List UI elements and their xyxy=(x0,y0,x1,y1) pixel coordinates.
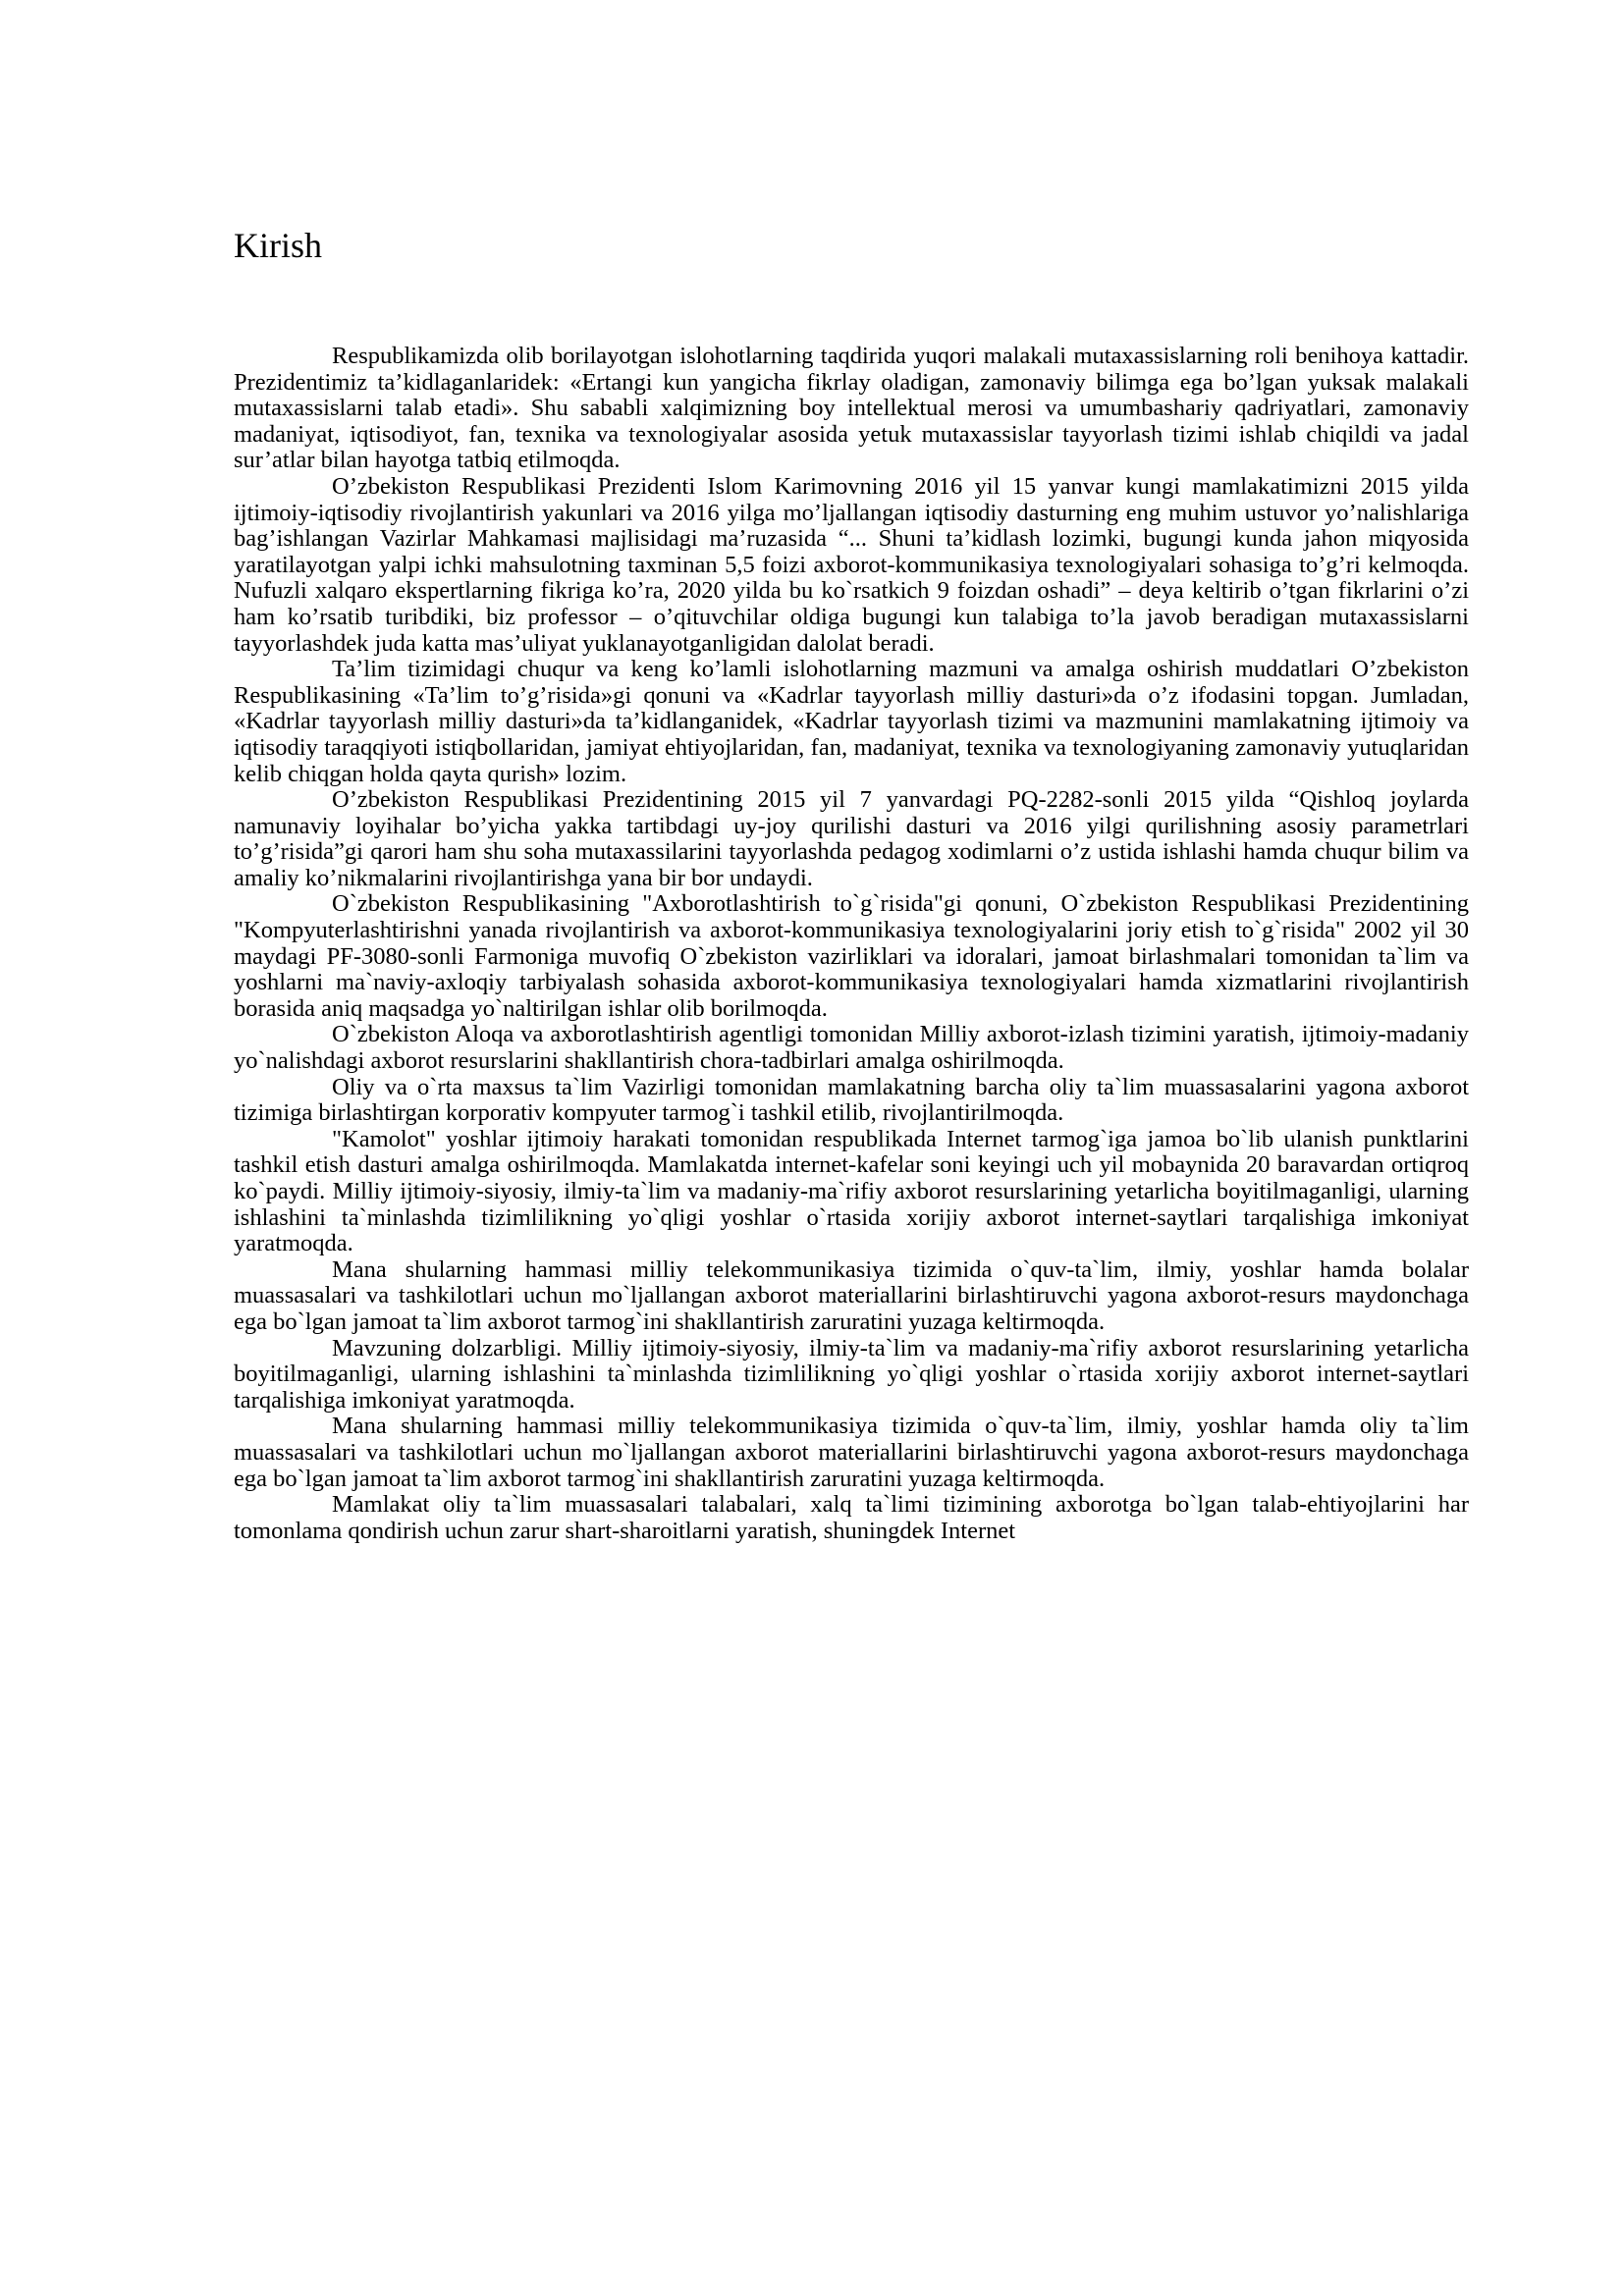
paragraph: Ta’lim tizimidagi chuqur va keng ko’lamli islohotlarning mazmuni va amalga oshirish muddatlari O’zbekiston Respublikasining «Ta’lim to’g’risida»gi qonuni va «Kadrlar tayyorlash milliy dasturi»da o’z ifodasini topgan. Jumladan, «Kadrlar tayyorlash milliy dasturi»da ta’kidlanganidek, «Kadrlar tayyorlash tizimi va mazmunini mamlakatning ijtimoiy va iqtisodiy taraqqiyoti istiqbollaridan, jamiyat ehtiyojlaridan, fan, madaniyat, texnika va texnologiyaning zamonaviy yutuqlaridan kelib chiqgan holda qayta qurish» lozim. xyxy=(234,656,1469,787)
section-heading: Kirish xyxy=(234,226,322,265)
paragraph: Mamlakat oliy ta`lim muassasalari talabalari, xalq ta`limi tizimining axborotga bo`lgan talab-ehtiyojlarini har tomonlama qondirish uchun zarur shart-sharoitlarni yaratish, shuningdek Internet xyxy=(234,1491,1469,1544)
paragraph: Mana shularning hammasi milliy telekommunikasiya tizimida o`quv-ta`lim, ilmiy, yoshlar hamda oliy ta`lim muassasalari va tashkilotlari uchun mo`ljallangan axborot materiallarini birlashtiruvchi yagona axborot-resurs maydonchaga ega bo`lgan jamoat ta`lim axborot tarmog`ini shakllantirish zaruratini yuzaga keltirmoqda. xyxy=(234,1413,1469,1492)
paragraph: O’zbekiston Respublikasi Prezidenti Islom Karimovning 2016 yil 15 yanvar kungi mamlakatimizni 2015 yilda ijtimoiy-iqtisodiy rivojlantirish yakunlari va 2016 yilga mo’ljallangan iqtisodiy dasturning eng muhim ustuvor yo’nalishlariga bag’ishlangan Vazirlar Mahkamasi majlisidagi ma’ruzasida “... Shuni ta’kidlash lozimki, bugungi kunda jahon miqyosida yaratilayotgan yalpi ichki mahsulotning taxminan 5,5 foizi axborot-kommunikasiya texnologiyalari sohasiga to’g’ri kelmoqda. Nufuzli xalqaro ekspertlarning fikriga ko’ra, 2020 yilda bu ko`rsatkich 9 foizdan oshadi” – deya keltirib o’tgan fikrlarini o’zi ham ko’rsatib turibdiki, biz professor – o’qituvchilar oldiga bugungi kun talabiga to’la javob beradigan mutaxassislarni tayyorlashdek juda katta mas’uliyat yuklanayotganligidan dalolat beradi. xyxy=(234,472,1469,657)
paragraph: Oliy va o`rta maxsus ta`lim Vazirligi tomonidan mamlakatning barcha oliy ta`lim muassasalarini yagona axborot tizimiga birlashtirgan korporativ kompyuter tarmog`i tashkil etilib, rivojlantirilmoqda. xyxy=(234,1073,1469,1127)
paragraph: O`zbekiston Aloqa va axborotlashtirish agentligi tomonidan Milliy axborot-izlash tizimini yaratish, ijtimoiy-madaniy yo`nalishdagi axborot resurslarini shakllantirish chora-tadbirlari amalga oshirilmoqda. xyxy=(234,1021,1469,1075)
paragraph: Mavzuning dolzarbligi. Milliy ijtimoiy-siyosiy, ilmiy-ta`lim va madaniy-ma`rifiy axborot resurslarining yetarlicha boyitilmaganligi, ularning ishlashini ta`minlashda tizimlilikning yo`qligi yoshlar o`rtasida xorijiy axborot internet-saytlari tarqalishiga imkoniyat yaratmoqda. xyxy=(234,1334,1469,1414)
paragraph: "Kamolot" yoshlar ijtimoiy harakati tomonidan respublikada Internet tarmog`iga jamoa bo`lib ulanish punktlarini tashkil etish dasturi amalga oshirilmoqda. Mamlakatda internet-kafelar soni keyingi uch yil mobaynida 20 baravardan ortiqroq ko`paydi. Milliy ijtimoiy-siyosiy, ilmiy-ta`lim va madaniy-ma`rifiy axborot resurslarining yetarlicha boyitilmaganligi, ularning ishlashini ta`minlashda tizimlilikning yo`qligi yoshlar o`rtasida xorijiy axborot internet-saytlari tarqalishiga imkoniyat yaratmoqda. xyxy=(234,1125,1469,1257)
paragraph: O`zbekiston Respublikasining "Axborotlashtirish to`g`risida"gi qonuni, O`zbekiston Respublikasi Prezidentining "Kompyuterlashtirishni yanada rivojlantirish va axborot-kommunikasiya texnologiyalarini joriy etish to`g`risida" 2002 yil 30 maydagi PF-3080-sonli Farmoniga muvofiq O`zbekiston vazirliklari va idoralari, jamoat birlashmalari tomonidan ta`lim va yoshlarni ma`naviy-axloqiy tarbiyalash sohasida axborot-kommunikasiya texnologiyalari hamda xizmatlarini rivojlantirish borasida aniq maqsadga yo`naltirilgan ishlar olib borilmoqda. xyxy=(234,890,1469,1022)
paragraph: O’zbekiston Respublikasi Prezidentining 2015 yil 7 yanvardagi PQ-2282-sonli 2015 yilda “Qishloq joylarda namunaviy loyihalar bo’yicha yakka tartibdagi uy-joy qurilishi dasturi va 2016 yilgi qurilishning asosiy parametrlari to’g’risida”gi qarori ham shu soha mutaxassilarini tayyorlashda pedagog xodimlarni o’z ustida ishlashi hamda chuqur bilim va amaliy ko’nikmalarini rivojlantirishga yana bir bor undaydi. xyxy=(234,786,1469,891)
paragraph: Mana shularning hammasi milliy telekommunikasiya tizimida o`quv-ta`lim, ilmiy, yoshlar hamda bolalar muassasalari va tashkilotlari uchun mo`ljallangan axborot materiallarini birlashtiruvchi yagona axborot-resurs maydonchaga ega bo`lgan jamoat ta`lim axborot tarmog`ini shakllantirish zaruratini yuzaga keltirmoqda. xyxy=(234,1255,1469,1335)
body-text xyxy=(234,344,1469,1544)
paragraph: Respublikamizda olib borilayotgan islohotlarning taqdirida yuqori malakali mutaxassislarning roli benihoya kattadir. Prezidentimiz ta’kidlaganlaridek: «Ertangi kun yangicha fikrlay oladigan, zamonaviy bilimga ega bo’lgan yuksak malakali mutaxassislarni talab etadi». Shu sababli xalqimizning boy intellektual merosi va umumbashariy qadriyatlari, zamonaviy madaniyat, iqtisodiyot, fan, texnika va texnologiyalar asosida yetuk mutaxassislar tayyorlash tizimi ishlab chiqildi va jadal sur’atlar bilan hayotga tatbiq etilmoqda. xyxy=(234,343,1469,474)
